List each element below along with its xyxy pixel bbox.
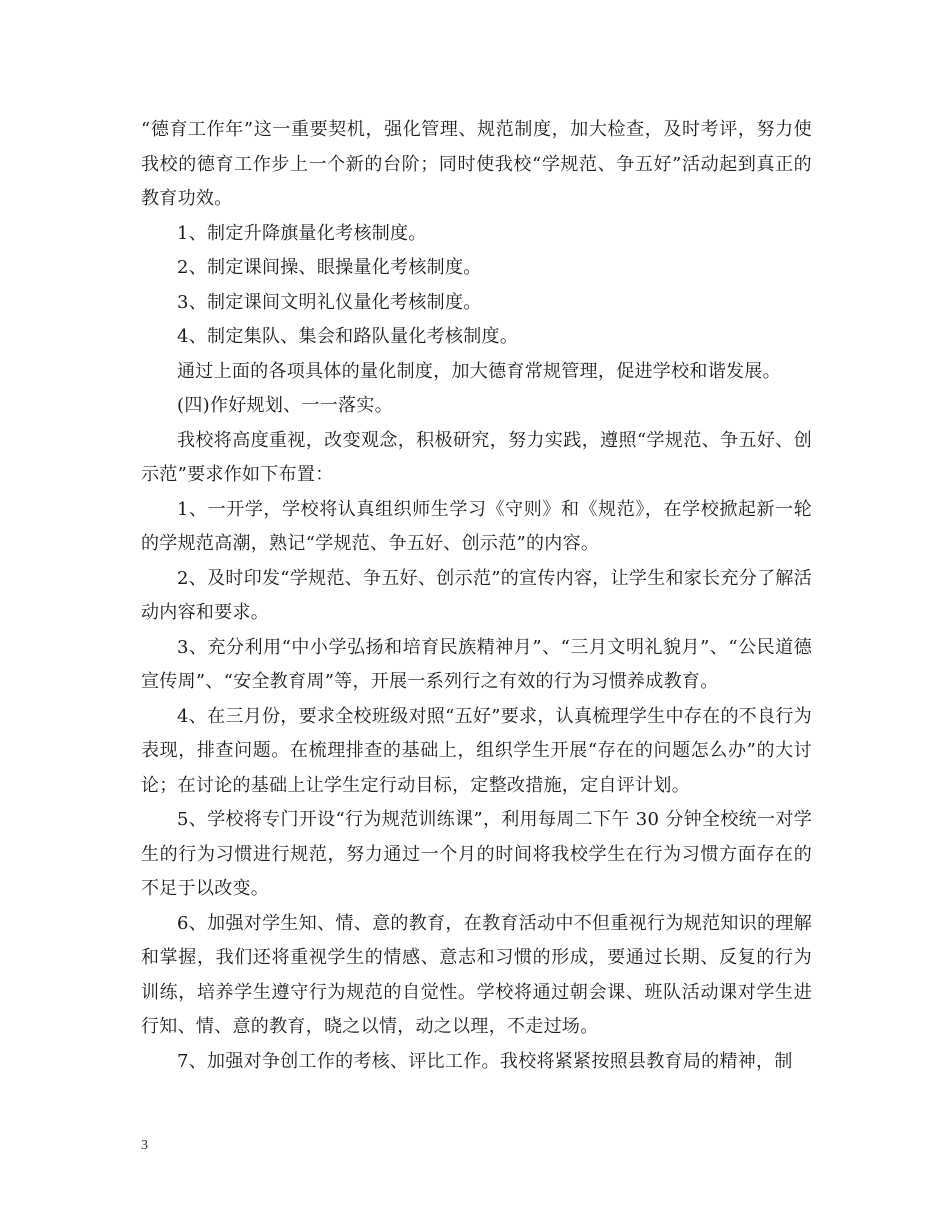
list-item: 2、制定课间操、眼操量化考核制度。 <box>177 257 482 278</box>
paragraph: 我校将高度重视，改变观念，积极研究，努力实践，遵照“学规范、争五好、创示范”要求作如下布置： <box>141 429 812 485</box>
list-item: 2、及时印发“学规范、争五好、创示范”的宣传内容，让学生和家长充分了解活动内容和要求。 <box>141 567 812 623</box>
section-heading: (四)作好规划、一一落实。 <box>177 395 393 416</box>
page-number: 3 <box>141 1138 148 1153</box>
document-body <box>141 113 812 1079</box>
list-item: 6、加强对学生知、情、意的教育，在教育活动中不但重视行为规范知识的理解和掌握，我们还将重视学生的情感、意志和习惯的形成，要通过长期、反复的行为训练，培养学生遵守行为规范的自觉性。学校将通过朝会课、班队活动课对学生进行知、情、意的教育，晓之以情，动之以理，不走过场。 <box>141 912 812 1037</box>
paragraph: 通过上面的各项具体的量化制度，加大德育常规管理，促进学校和谐发展。 <box>177 360 781 382</box>
paragraph: “德育工作年”这一重要契机，强化管理、规范制度，加大检查，及时考评，努力使我校的德育工作步上一个新的台阶；同时使我校“学规范、争五好”活动起到真正的教育功效。 <box>141 119 812 209</box>
list-item: 4、制定集队、集会和路队量化考核制度。 <box>177 326 519 347</box>
list-item: 5、学校将专门开设“行为规范训练课”，利用每周二下午 30 分钟全校统一对学生的行为习惯进行规范，努力通过一个月的时间将我校学生在行为习惯方面存在的不足于以改变。 <box>141 809 812 899</box>
list-item: 7、加强对争创工作的考核、评比工作。我校将紧紧按照县教育局的精神，制 <box>177 1050 793 1072</box>
list-item: 3、充分利用“中小学弘扬和培育民族精神月”、“三月文明礼貌月”、“公民道德宣传周”、“安全教育周”等，开展一系列行之有效的行为习惯养成教育。 <box>141 636 812 692</box>
list-item: 1、一开学，学校将认真组织师生学习《守则》和《规范》，在学校掀起新一轮的学规范高潮，熟记“学规范、争五好、创示范”的内容。 <box>141 498 812 554</box>
list-item: 4、在三月份，要求全校班级对照“五好”要求，认真梳理学生中存在的不良行为表现，排查问题。在梳理排查的基础上，组织学生开展“存在的问题怎么办”的大讨论；在讨论的基础上让学生定行动目标，定整改措施，定自评计划。 <box>141 705 812 796</box>
list-item: 1、制定升降旗量化考核制度。 <box>177 222 427 244</box>
list-item: 3、制定课间文明礼仪量化考核制度。 <box>177 291 482 313</box>
